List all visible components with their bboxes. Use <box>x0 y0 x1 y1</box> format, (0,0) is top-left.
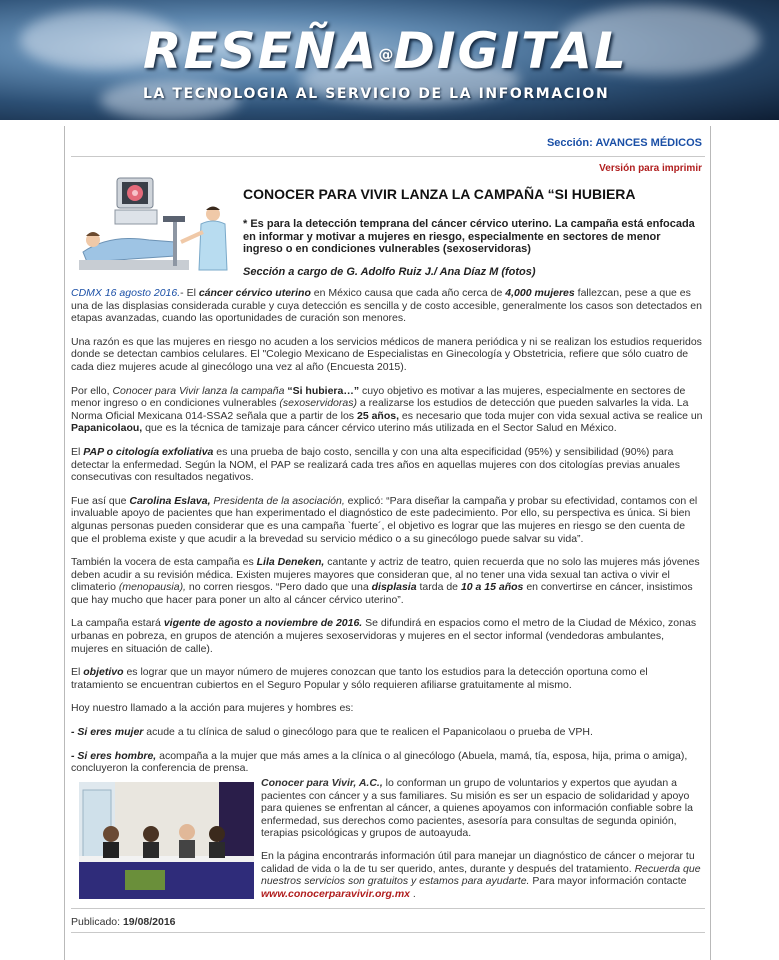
article-headline: CONOCER PARA VIVIR LANZA LA CAMPAÑA “SI HUBIERA <box>243 186 636 202</box>
paragraph: CDMX 16 agosto 2016.- El cáncer cérvico uterino en México causa que cada año cerca de 4,000 mujeres fallezcan, pese a que es una de las displasias considerada curable y cuya detección es sencilla y de costo accesible, generalmente los casos son detectados en etapas avanzadas, cuando las oportunidades de curación son menores. <box>71 287 702 325</box>
article-byline: Sección a cargo de G. Adolfo Ruiz J./ Ana Díaz M (fotos) <box>243 266 536 278</box>
paragraph: - Si eres hombre, acompaña a la mujer que más ames a la clínica o al ginecólogo (Abuela, mamá, tía, esposa, hija, prima o amiga), concluyeron la conferencia de prensa. <box>71 749 688 775</box>
paragraph: Hoy nuestro llamado a la acción para mujeres y hombres es: <box>71 702 354 715</box>
site-title-part2: DIGITAL <box>393 22 628 80</box>
article-frame <box>64 126 711 960</box>
divider <box>71 908 705 909</box>
paragraph: El PAP o citología exfoliativa es una prueba de bajo costo, sencilla y con una alta especificidad (95%) y sensibilidad (90%) para detectar la enfermedad. Según la NOM, el PAP se realizará cada tres años en aquellas mujeres con dos citologías previas anuales consecutivas con resultados negativos. <box>71 445 680 484</box>
divider <box>71 932 705 933</box>
paragraph: Conocer para Vivir, A.C., lo conforman un grupo de voluntarios y expertos que ayudan a pacientes con cáncer y a sus familiares. Su misión es ser un espacio de solidaridad y apoyo para quienes se enfrentan al cáncer, a quienes apoyamos con información confiable sobre la enfermedad, sus derechos como pacientes, asesoría para consultas de segunda opinión, terapias psicológicas y grupos de autoayuda. <box>261 777 693 840</box>
paragraph: La campaña estará vigente de agosto a noviembre de 2016. Se difundirá en espacios como el metro de la Ciudad de México, zonas urbanas en pobreza, en grupos de atención a mujeres sexoservidoras y mujeres en el sector informal (vendedoras ambulantes, mujeres en situación de calle). <box>71 617 697 655</box>
header-banner <box>0 0 779 120</box>
paragraph: Por ello, Conocer para Vivir lanza la campaña “Si hubiera…” cuyo objetivo es motivar a las mujeres, especialmente en sectores de menor ingreso o en condiciones vulnerables (sexoservidoras) a realizarse los estudios de detección que pueden salvarles la vida. La Norma Oficial Mexicana 014-SSA2 señala que a partir de los 25 años, es necesario que toda mujer con vida sexual activa se realice un Papanicolaou, que es la técnica de tamizaje para cáncer cérvico uterino más utilizada en el Sector Salud en México. <box>71 384 703 435</box>
article-body <box>71 287 703 786</box>
site-title[interactable] <box>143 22 628 80</box>
site-title-at: @ <box>378 45 394 64</box>
article-lead: * Es para la detección temprana del cáncer cérvico uterino. La campaña está enfocada en informar y motivar a mujeres en riesgo, especialmente en sectores de menor ingreso o en condiciones vulnerables (sexoservidoras) <box>243 218 695 255</box>
paragraph: En la página encontrarás información útil para manejar un diagnóstico de cáncer o mejorar tu calidad de vida o la de tu ser querido, antes, durante y después del tratamiento. Recuerda que nuestros servicios son gratuitos y estamos para ayudarte. Para mayor información contacte www.conocerparavivir.org.mx . <box>261 849 701 900</box>
section-link[interactable]: AVANCES MÉDICOS <box>595 137 702 149</box>
paragraph: Fue así que Carolina Eslava, Presidenta de la asociación, explicó: “Para diseñar la campaña y probar su efectividad, contamos con el invaluable apoyo de pacientes que han experimentado el diagnóstico de este padecimiento. Por ello, su perspectiva es única. Si bien algunas personas pueden considerar que es una campaña `fuerte´, el objetivo es lograr que las mujeres en riesgo se den cuenta de que el problema existe y que acudir a la brevedad su servicio médico o a su ginecólogo puede salvar su vida”. <box>71 494 698 545</box>
medical-exam-illustration <box>79 176 241 274</box>
paragraph: - Si eres mujer acude a tu clínica de salud o ginecólogo para que te realicen el Papanicolaou o prueba de VPH. <box>71 726 593 739</box>
paragraph: Una razón es que las mujeres en riesgo no acuden a los servicios médicos de manera periódica y ni se realizan los estudios requeridos donde se detectan cambios celulares. El "Colegio Mexicano de Especialistas en Ginecología y Obstetricia, refiere que sólo cuatro de cada diez mujeres acude al ginecólogo una vez al año (Encuesta 2015). <box>71 335 702 373</box>
site-tagline: LA TECNOLOGIA AL SERVICIO DE LA INFORMACION <box>143 86 610 102</box>
section-label-prefix: Sección: <box>546 137 593 149</box>
paragraph: También la vocera de esta campaña es Lila Deneken, cantante y actriz de teatro, quien recuerda que no solo las mujeres más jóvenes deben acudir a su revisión médica. Existen mujeres mayores que consideran que, al no tener una vida sexual tan activa o vivir el climaterio (menopausia), no corren riesgos. “Pero dado que una displasia tarda de 10 a 15 años en convertirse en cáncer, insistimos que hay mucho que hacer para poner un alto al cáncer cérvico uterino”. <box>71 556 700 606</box>
divider <box>71 156 705 157</box>
organization-description <box>261 777 701 910</box>
paragraph: El objetivo es lograr que un mayor número de mujeres conozcan que tanto los estudios para la detección oportuna como el tratamiento se encuentran cubiertos en el Seguro Popular y sólo requieren afiliarse gratuitamente al mismo. <box>71 666 648 691</box>
contact-website-link[interactable]: www.conocerparavivir.org.mx <box>261 887 410 900</box>
press-conference-photo <box>79 782 254 899</box>
published-date: Publicado: 19/08/2016 <box>71 916 176 928</box>
site-title-part1: RESEÑA <box>143 22 379 80</box>
section-label <box>547 137 702 149</box>
print-version-link[interactable]: Versión para imprimir <box>599 163 702 174</box>
